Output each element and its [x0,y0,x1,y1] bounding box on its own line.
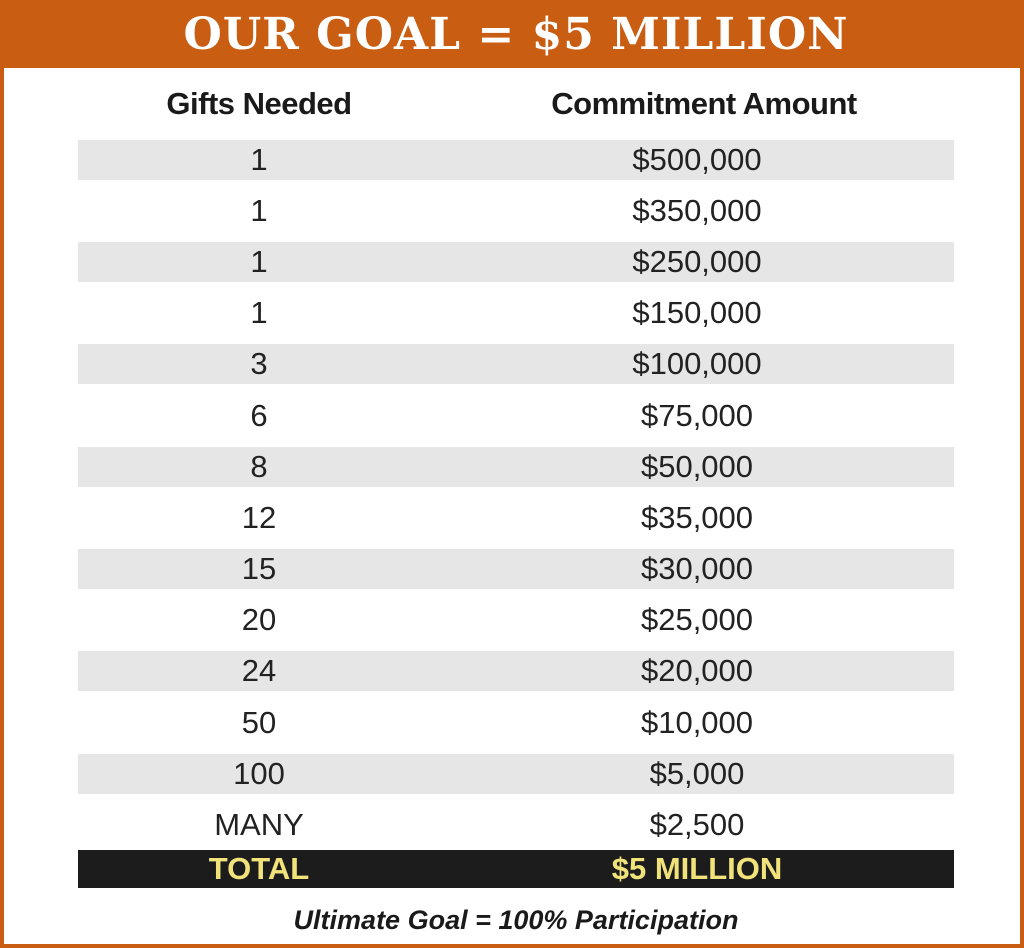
commitment-amount-cell: $50,000 [640,448,754,484]
participation-note: Ultimate Goal = 100% Participation [293,904,739,935]
gifts-needed-cell: 15 [241,551,277,587]
table-row [78,697,954,748]
total-row [78,850,954,888]
gift-table [78,134,954,851]
table-row [78,339,954,390]
gifts-needed-cell: 6 [250,397,268,433]
goal-banner [4,0,1024,68]
commitment-amount-cell: $500,000 [632,141,762,177]
commitment-amount-cell: $75,000 [640,397,754,433]
gifts-needed-cell: 24 [241,653,277,689]
table-row [78,544,954,595]
gifts-needed-header: Gifts Needed [166,86,352,121]
commitment-amount-cell: $100,000 [632,346,762,382]
row-band [78,293,954,333]
row-band [78,447,954,487]
commitment-amount-header: Commitment Amount [551,86,857,121]
gifts-needed-cell: 20 [241,602,277,638]
gifts-needed-cell: 1 [250,243,268,279]
row-band [78,498,954,538]
total-label: TOTAL [208,851,310,886]
commitment-amount-cell: $20,000 [640,653,754,689]
row-band [78,600,954,640]
row-band [78,805,954,845]
gifts-needed-cell: 50 [241,704,277,740]
gifts-needed-cell: MANY [214,807,304,843]
gifts-needed-cell: 1 [250,295,268,331]
commitment-amount-cell: $10,000 [640,704,754,740]
commitment-amount-cell: $350,000 [632,192,762,228]
table-row [78,492,954,543]
table-row [78,799,954,850]
row-band [78,140,954,180]
table-row [78,134,954,185]
row-band [78,549,954,589]
row-band [78,396,954,436]
commitment-amount-cell: $25,000 [640,602,754,638]
row-band [78,191,954,231]
total-amount: $5 MILLION [611,851,783,886]
row-band [78,242,954,282]
table-row [78,185,954,236]
row-band [78,651,954,691]
table-row [78,646,954,697]
gifts-needed-cell: 1 [250,192,268,228]
table-row [78,748,954,799]
gifts-needed-cell: 100 [233,755,285,791]
row-band [78,703,954,743]
gifts-needed-cell: 12 [241,499,277,535]
gifts-needed-cell: 8 [250,448,268,484]
commitment-amount-cell: $2,500 [649,807,745,843]
table-row [78,288,954,339]
goal-title: OUR GOAL = $5 MILLION [183,8,849,60]
commitment-amount-cell: $250,000 [632,243,762,279]
table-row [78,595,954,646]
gifts-needed-cell: 1 [250,141,268,177]
row-band [78,344,954,384]
commitment-amount-cell: $30,000 [640,551,754,587]
table-row [78,390,954,441]
commitment-amount-cell: $150,000 [632,295,762,331]
table-row [78,441,954,492]
table-row [78,236,954,287]
row-band [78,754,954,794]
commitment-amount-cell: $5,000 [649,755,745,791]
gifts-needed-cell: 3 [250,346,268,382]
commitment-amount-cell: $35,000 [640,499,754,535]
